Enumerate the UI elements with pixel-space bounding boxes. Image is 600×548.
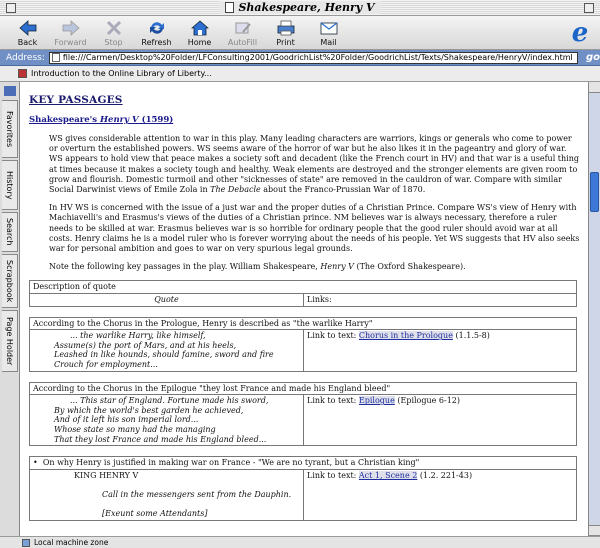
close-box[interactable]	[6, 3, 16, 13]
link-act1-scene2[interactable]: Act 1, Scene 2	[358, 470, 418, 480]
play-heading: Shakespeare's Henry V (1599)	[29, 115, 174, 125]
stop-icon	[103, 19, 125, 37]
passage-link-cell: Link to text: Chorus in the Prologue (1.1.5-8)	[304, 330, 577, 371]
address-input[interactable]	[49, 52, 578, 64]
status-bar	[0, 536, 600, 548]
explorer-bar-tabs	[0, 82, 20, 536]
description-table	[29, 280, 577, 306]
tab-favorites[interactable]: Favorites	[2, 100, 18, 158]
file-icon	[52, 53, 60, 62]
zoom-box[interactable]	[584, 3, 594, 13]
favorites-item[interactable]: Introduction to the Online Library of Liberty...	[31, 69, 212, 78]
passage-description: • On why Henry is justified in making war on France - "We are no tyrant, but a Christian king"	[30, 457, 577, 470]
passage-quote: ... the warlike Harry, like himself, Assume(s) the port of Mars, and at his heels, Leashed in like hounds, should famine, sword and fire Crouch for employment...	[30, 330, 304, 371]
zone-icon	[22, 539, 30, 547]
print-button[interactable]: Print	[264, 16, 307, 50]
passage-link-cell: Link to text: Epilogue (Epilogue 6-12)	[304, 395, 577, 446]
document-icon	[225, 2, 234, 13]
stop-button[interactable]: Stop	[92, 16, 135, 50]
go-button[interactable]: go	[585, 52, 600, 63]
tab-scrapbook[interactable]: Scrapbook	[2, 254, 18, 308]
explorer-toggle-icon[interactable]	[4, 86, 16, 96]
passage-table	[29, 317, 577, 372]
scroll-thumb[interactable]	[590, 172, 599, 212]
quote-header: Quote	[30, 294, 304, 307]
passage-description: According to the Chorus in the Epilogue "they lost France and made his England bleed"	[30, 382, 577, 395]
autofill-button[interactable]: AutoFill	[221, 16, 264, 50]
vertical-scrollbar[interactable]	[588, 82, 600, 536]
tab-search[interactable]: Search	[2, 212, 18, 252]
paragraph-just-war: In HV WS is concerned with the issue of a just war and the proper duties of a Christian Prince. Compare WS's view of Henry with Machiavelli's and Erasmus's views of the duties of a Christian prince. NM believes war is always necessary, therefore a ruler needs to be skilled at war. Erasmus believes war is so horrible for ordinary people that the good ruler should avoid war at all costs. Henry claims he is a model ruler who is forever worrying about the needs of his people. Yet WS suggests that HV also seeks war for personal ambition and goes to war on very spurious legal grounds.	[49, 203, 580, 254]
forward-button[interactable]: Forward	[49, 16, 92, 50]
paragraph-note: Note the following key passages in the play. William Shakespeare, Henry V (The Oxford Shakespeare).	[49, 262, 466, 272]
bookmark-icon	[18, 69, 27, 78]
home-icon	[189, 19, 211, 37]
autofill-icon	[232, 19, 254, 37]
address-label: Address:	[6, 52, 45, 63]
internet-explorer-logo: e	[571, 18, 589, 48]
window-title: Shakespeare, Henry V	[219, 1, 380, 14]
home-button[interactable]: Home	[178, 16, 221, 50]
page-content	[21, 82, 588, 536]
refresh-icon	[146, 19, 168, 37]
address-bar	[0, 50, 600, 66]
scroll-up-arrow-icon[interactable]	[589, 82, 600, 93]
back-button[interactable]: Back	[6, 16, 49, 50]
link-epilogue[interactable]: Epilogue	[358, 396, 395, 406]
links-header: Links:	[304, 294, 577, 307]
description-header: Description of quote	[30, 281, 577, 294]
tab-page-holder[interactable]: Page Holder	[2, 310, 18, 372]
passage-quote: ... This star of England. Fortune made his sword, By which the world's best garden he achieved, And of it left his son imperial lord... Whose state so many had the managing That they lost France and made his England bleed...	[30, 395, 304, 446]
refresh-button[interactable]: Refresh	[135, 16, 178, 50]
title-bar[interactable]	[0, 0, 600, 16]
paragraph-war: WS gives considerable attention to war in this play. Many leading characters are warriors, kings or generals who come to power or overturn the established powers. WS seems aware of the horror of war but he also likes it in the pageantry and glory of war. WS appears to hold view that peace makes a society soft and decadent (like the French court in HV) and that war is a useful thing at times because it makes a society tough and healthy. Weak elements are destroyed and the stronger elements are given room to grow and flourish. Domestic turmoil and other "sicknesses of state" are removed in the cauldron of war. Compare with similar Social Darwinist views of Emile Zola in The Debacle about the Franco-Prussian War of 1870.	[49, 134, 579, 195]
toolbar	[0, 16, 600, 50]
page-heading: KEY PASSAGES	[29, 94, 123, 106]
mail-icon	[318, 19, 340, 37]
back-arrow-icon	[17, 19, 39, 37]
passage-link-cell: Link to text: Act 1, Scene 2 (1.2. 221-43)	[304, 469, 577, 520]
status-text: Local machine zone	[34, 538, 109, 547]
mail-button[interactable]: Mail	[307, 16, 350, 50]
passage-description: According to the Chorus in the Prologue, Henry is described as "the warlike Harry"	[30, 317, 577, 330]
passage-quote: KING HENRY V Call in the messengers sent from the Dauphin. [Exeunt some Attendants]	[30, 469, 304, 520]
link-chorus-prologue[interactable]: Chorus in the Prologue	[358, 331, 453, 341]
print-icon	[275, 19, 297, 37]
scroll-down-arrow-icon[interactable]	[589, 525, 600, 536]
favorites-bar	[0, 66, 600, 82]
forward-arrow-icon	[60, 19, 82, 37]
passage-table	[29, 382, 577, 447]
address-value: file:///Carmen/Desktop%20Folder/LFConsulting2001/GoodrichList%20Folder/GoodrichList/Texts/Shakespeare/HenryV/index.html	[62, 53, 573, 62]
tab-history[interactable]: History	[2, 160, 18, 210]
passage-table	[29, 456, 577, 521]
